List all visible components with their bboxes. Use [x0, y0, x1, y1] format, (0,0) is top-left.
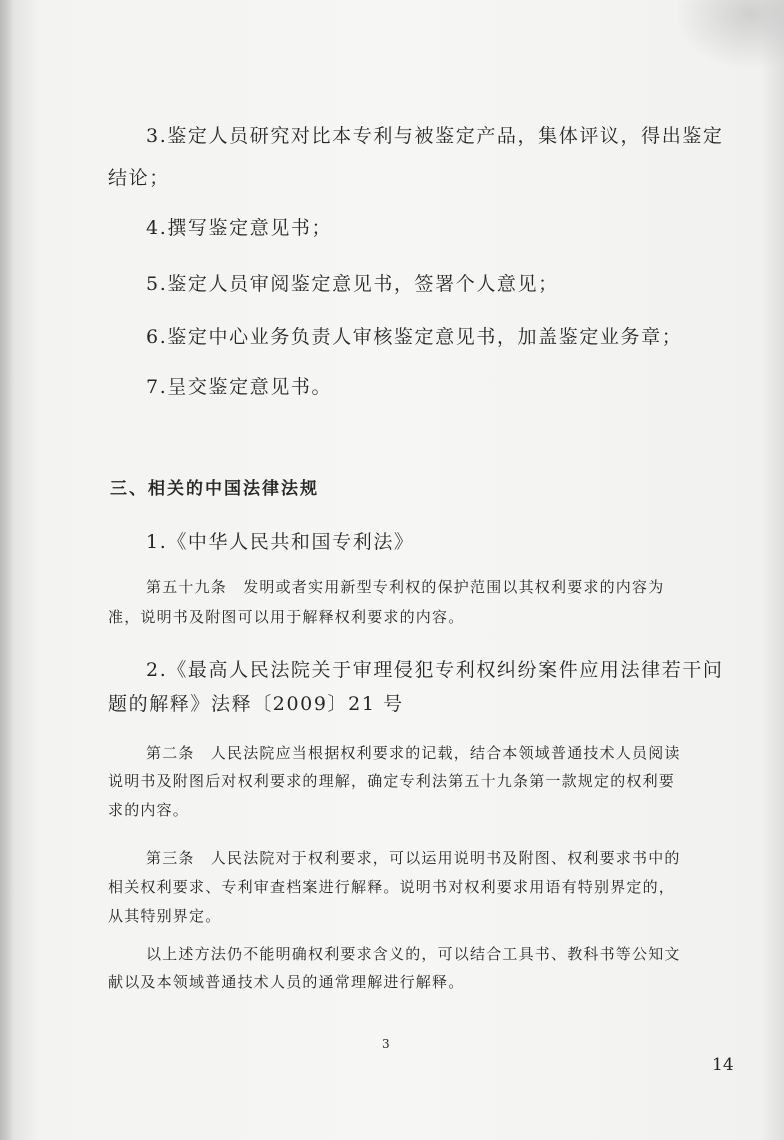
paragraph-line-1: 以上述方法仍不能明确权利要求含义的，可以结合工具书、教科书等公知文	[146, 945, 681, 963]
corner-smudge	[674, 0, 784, 70]
step-4: 4.撰写鉴定意见书；	[146, 217, 333, 239]
law-2-title-line-2: 题的解释》法释〔2009〕21 号	[108, 693, 404, 715]
art-2-line-2: 说明书及附图后对权利要求的理解，确定专利法第五十九条第一款规定的权利要	[108, 772, 676, 790]
art-3-line-2: 相关权利要求、专利审查档案进行解释。说明书对权利要求用语有特别界定的，	[108, 878, 676, 896]
inner-page-number: 3	[382, 1037, 390, 1051]
law-2-title-line-1: 2.《最高人民法院关于审理侵犯专利权纠纷案件应用法律若干问	[146, 659, 724, 681]
step-7: 7.呈交鉴定意见书。	[146, 376, 333, 398]
step-3-line-1: 3.鉴定人员研究对比本专利与被鉴定产品，集体评议，得出鉴定	[146, 125, 724, 147]
page-number: 14	[712, 1055, 734, 1075]
law-1-title: 1.《中华人民共和国专利法》	[146, 531, 415, 553]
art-2-line-1: 第二条 人民法院应当根据权利要求的记载，结合本领域普通技术人员阅读	[146, 744, 681, 762]
step-5: 5.鉴定人员审阅鉴定意见书，签署个人意见；	[146, 273, 559, 295]
step-6: 6.鉴定中心业务负责人审核鉴定意见书，加盖鉴定业务章；	[146, 326, 683, 348]
section-heading: 三、相关的中国法律法规	[110, 479, 319, 499]
art-2-line-3: 求的内容。	[108, 801, 190, 819]
step-3-line-2: 结论；	[108, 167, 170, 189]
spine-shadow	[0, 0, 14, 1140]
art-3-line-1: 第三条 人民法院对于权利要求，可以运用说明书及附图、权利要求书中的	[146, 849, 681, 867]
paragraph-line-2: 献以及本领域普通技术人员的通常理解进行解释。	[108, 973, 465, 991]
art-59-line-2: 准，说明书及附图可以用于解释权利要求的内容。	[108, 608, 465, 626]
art-59-line-1: 第五十九条 发明或者实用新型专利权的保护范围以其权利要求的内容为	[146, 578, 665, 596]
art-3-line-3: 从其特别界定。	[108, 907, 222, 925]
